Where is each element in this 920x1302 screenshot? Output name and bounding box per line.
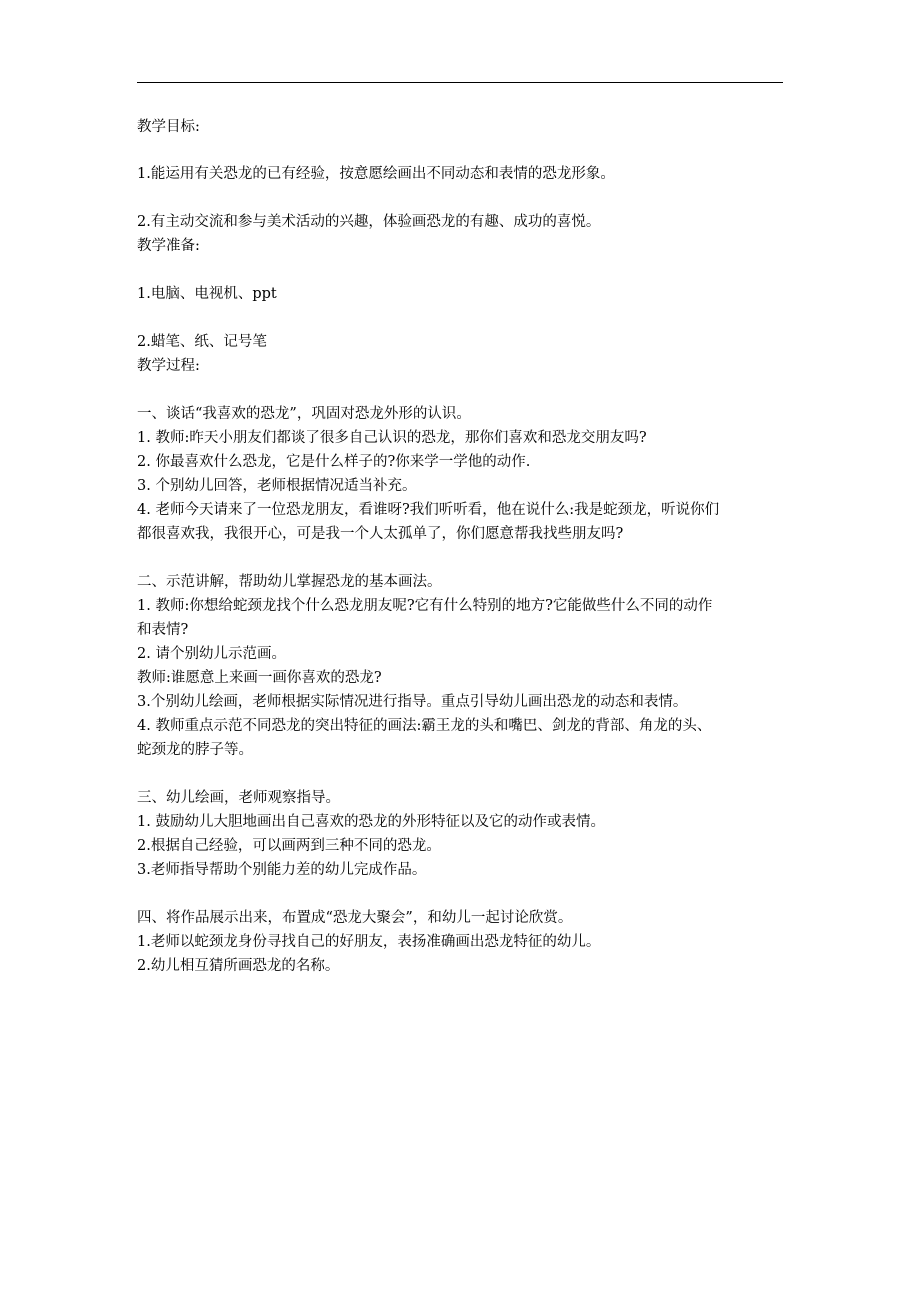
section1-line: 1. 教师:昨天小朋友们都谈了很多自己认识的恐龙，那你们喜欢和恐龙交朋友吗? (137, 430, 647, 446)
header-rule (137, 82, 783, 83)
objectives-heading: 教学目标: (137, 119, 200, 135)
section3-line: 2.根据自己经验，可以画两到三种不同的恐龙。 (137, 838, 441, 854)
section2-line: 2. 请个别幼儿示范画。 (137, 646, 286, 662)
section1-line: 2. 你最喜欢什么恐龙，它是什么样子的?你来学一学他的动作. (137, 454, 531, 470)
process-heading: 教学过程: (137, 358, 200, 374)
section4-title: 四、将作品展示出来，布置成“恐龙大聚会”，和幼儿一起讨论欣赏。 (137, 910, 573, 926)
section3-title: 三、幼儿绘画，老师观察指导。 (137, 790, 340, 806)
preparation-heading: 教学准备: (137, 238, 200, 254)
section3-line: 3.老师指导帮助个别能力差的幼儿完成作品。 (137, 862, 427, 878)
section2-line: 3.个别幼儿绘画，老师根据实际情况进行指导。重点引导幼儿画出恐龙的动态和表情。 (137, 694, 688, 710)
section4-line: 2.幼儿相互猜所画恐龙的名称。 (137, 958, 340, 974)
objective-item: 1.能运用有关恐龙的已有经验，按意愿绘画出不同动态和表情的恐龙形象。 (137, 166, 615, 182)
preparation-item: 2.蜡笔、纸、记号笔 (137, 334, 267, 350)
section2-line: 和表情? (137, 622, 189, 638)
section1-line: 都很喜欢我，我很开心，可是我一个人太孤单了，你们愿意帮我找些朋友吗? (137, 526, 624, 542)
section4-line: 1.老师以蛇颈龙身份寻找自己的好朋友，表扬准确画出恐龙特征的幼儿。 (137, 934, 601, 950)
section2-line: 教师:谁愿意上来画一画你喜欢的恐龙? (137, 670, 382, 686)
section2-line: 蛇颈龙的脖子等。 (137, 742, 253, 758)
section3-line: 1. 鼓励幼儿大胆地画出自己喜欢的恐龙的外形特征以及它的动作或表情。 (137, 814, 605, 830)
section2-line: 1. 教师:你想给蛇颈龙找个什么恐龙朋友呢?它有什么特别的地方?它能做些什么不同的动作 (137, 598, 713, 614)
section1-line: 3. 个别幼儿回答，老师根据情况适当补充。 (137, 478, 417, 494)
preparation-item: 1.电脑、电视机、ppt (137, 286, 277, 302)
section2-line: 4. 教师重点示范不同恐龙的突出特征的画法:霸王龙的头和嘴巴、剑龙的背部、角龙的头、 (137, 718, 712, 734)
section1-title: 一、谈话“我喜欢的恐龙”，巩固对恐龙外形的认识。 (137, 406, 471, 422)
section2-title: 二、示范讲解，帮助幼儿掌握恐龙的基本画法。 (137, 574, 442, 590)
objective-item: 2.有主动交流和参与美术活动的兴趣，体验画恐龙的有趣、成功的喜悦。 (137, 214, 601, 230)
section1-line: 4. 老师今天请来了一位恐龙朋友，看谁呀?我们听听看，他在说什么:我是蛇颈龙，听说你们 (137, 502, 720, 518)
